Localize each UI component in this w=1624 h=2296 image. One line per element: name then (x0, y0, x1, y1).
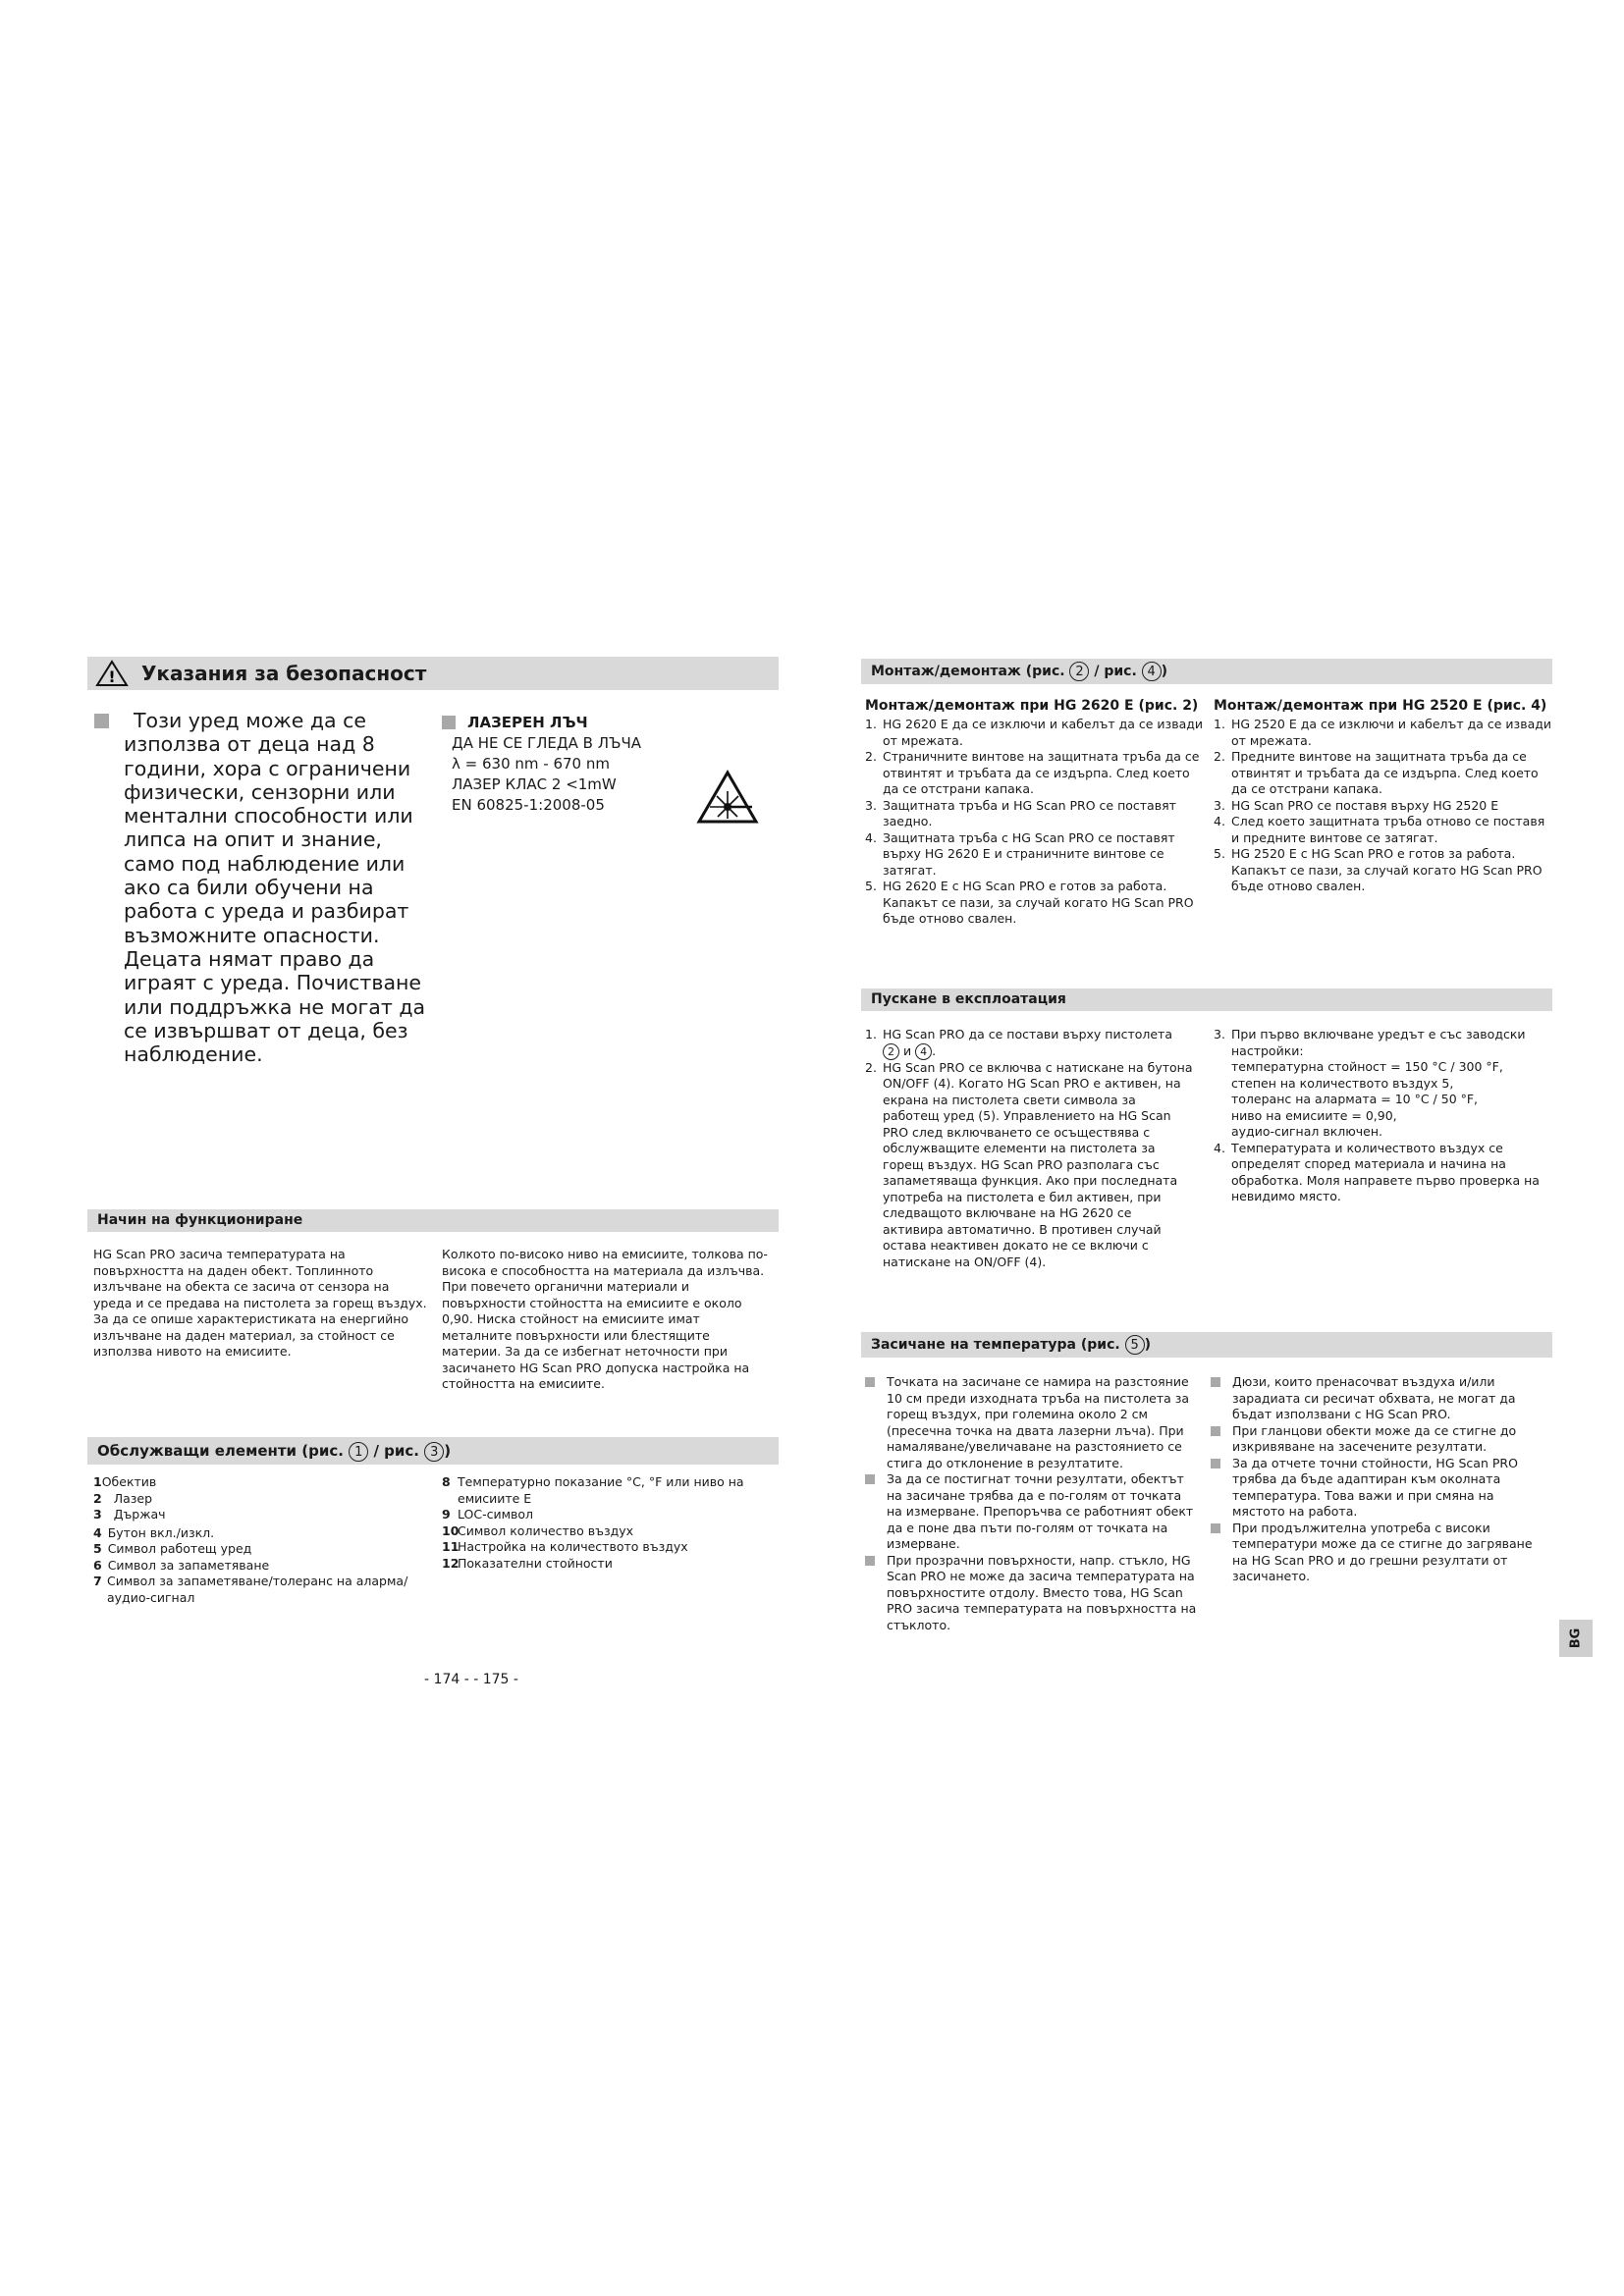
figure-ref-2: 2 (883, 1043, 899, 1060)
temp-title-prefix: Засичане на температура (рис. (871, 1337, 1120, 1353)
list-item: 3 Държач (93, 1507, 166, 1522)
bullet-square (442, 716, 456, 729)
list-item: 3. Защитната тръба и HG Scan PRO се поставят заедно. (865, 797, 1176, 828)
list-item: 2. HG Scan PRO се включва с натискане на бутона ON/OFF (4). Когато HG Scan PRO е активен, на екрана на пистолета свети символа за работещ уред (5). Управлението на HG Scan PRO след включването се осъществява с обслужващите елементи на пистолета за горещ въздух. HG Scan PRO разполага със запаметяваща функция. Ако при последната употреба на пистолета е бил активен, при следващото включване на HG 2620 се активира автоматично. В противен случай остава неактивен докато не се включи с натискане на ON/OFF (4). (865, 1059, 1193, 1269)
default-setting: толеранс на алармата = 10 °C / 50 °F, (1231, 1092, 1479, 1106)
controls-col2 (442, 1474, 771, 1572)
safety-title: Указания за безопасност (140, 662, 427, 685)
bullet-square (1211, 1523, 1220, 1533)
mount-right-heading: Монтаж/демонтаж при HG 2520 E (рис. 4) (1214, 698, 1547, 714)
list-item: 4. След което защитната тръба отново се поставя и предните винтове се затягат. (1214, 814, 1545, 845)
default-setting: температурна стойност = 150 °C / 300 °F, (1231, 1059, 1503, 1074)
mount-right-column (1214, 697, 1552, 895)
bullet-square (94, 714, 109, 728)
temp-header-bar (861, 1332, 1552, 1358)
language-tab (1559, 1620, 1593, 1657)
startup-left-list (865, 1027, 1194, 1270)
bullet-item: За да се постигнат точни резултати, обектът на засичане трябва да е по-голям от точката на измерване. Препоръчва се работният обект да е поне два пъти по-голям от точката на измерване. (865, 1471, 1199, 1553)
list-item: 8 Температурно показание °C, °F или ниво на емисиите E (442, 1474, 744, 1506)
safety-main-block (94, 709, 428, 1066)
mount-title-suffix: ) (1161, 664, 1168, 679)
figure-ref-4: 4 (915, 1043, 932, 1060)
laser-line: ЛАЗЕР КЛАС 2 <1mW (452, 775, 617, 793)
function-title: Начин на функциониране (97, 1212, 303, 1228)
bullet-square (865, 1556, 875, 1566)
bullet-square (1211, 1377, 1220, 1387)
figure-ref-4: 4 (1142, 662, 1162, 681)
mount-header-bar (861, 659, 1552, 684)
laser-block (442, 713, 736, 816)
bullet-square (865, 1474, 875, 1484)
list-item: 1. HG 2620 E да се изключи и кабелът да се извади от мрежата. (865, 717, 1204, 748)
list-item: 1. HG Scan PRO да се постави върху пистолета 2 и 4 . (865, 1027, 1172, 1058)
laser-line: ДА НЕ СЕ ГЛЕДА В ЛЪЧА (452, 734, 642, 752)
list-item: 2. Предните винтове на защитната тръба да се отвинтят и тръбата да се издърпа. След което да се отстрани капака. (1214, 749, 1539, 796)
bullet-item: При продължителна употреба с високи температури може да се стигне до загряване на HG Scan PRO и до грешни резултати от засичането. (1211, 1521, 1549, 1585)
temp-col1 (865, 1374, 1199, 1633)
list-item: 4. Температурата и количеството въздух се определят според материала и начина на обработка. Моля направете първо проверка на невидимо място. (1214, 1140, 1540, 1203)
figure-ref-1: 1 (349, 1442, 368, 1462)
figure-ref-2: 2 (1069, 662, 1089, 681)
mount-left-heading: Монтаж/демонтаж при HG 2620 E (рис. 2) (865, 698, 1199, 714)
temp-col2 (1211, 1374, 1549, 1585)
language-tab-label: BG (1568, 1628, 1584, 1649)
list-item: 1Обектив (93, 1474, 157, 1489)
bullet-item: При гланцови обекти може да се стигне до изкривяване на засечените резултати. (1211, 1423, 1549, 1456)
list-item: 4 Бутон вкл./изкл. (93, 1524, 215, 1540)
figure-ref-3: 3 (424, 1442, 444, 1462)
function-header-bar (87, 1209, 779, 1232)
bullet-item: Точката на засичане се намира на разстояние 10 см преди изходната тръба на пистолета за горещ въздух, при големина около 2 см (пресечна точка на двата лазерни лъча). При намаляване/увеличаване на разстоянието се стига до отклонение в резултатите. (865, 1374, 1199, 1471)
bullet-item: За да отчете точни стойности, HG Scan PRO трябва да бъде адаптиран към околната температура. Това важи и при смяна на мястото на работа. (1211, 1456, 1549, 1521)
mount-left-list (865, 717, 1204, 928)
laser-line: λ = 630 nm - 670 nm (452, 755, 610, 773)
default-setting: аудио-сигнал включен. (1231, 1124, 1382, 1139)
list-item: 5 Символ работещ уред (93, 1541, 252, 1556)
controls-header-bar (87, 1437, 779, 1465)
default-setting: ниво на емисиите = 0,90, (1231, 1107, 1397, 1123)
safety-main-text: Този уред може да се използва от деца над 8 години, хора с ограничени физически, сензорни или ментални способности или липса на опит и знание, само под наблюдение или ако са били обучени на работа с уреда и разбират възможните опасности. Децата нямат право да играят с уреда. Почистване или поддръжка не могат да се извършват от деца, без наблюдение. (124, 709, 426, 1067)
mount-title-prefix: Монтаж/демонтаж (рис. (871, 664, 1065, 679)
startup-header-bar (861, 988, 1552, 1011)
bullet-square (1211, 1426, 1220, 1436)
laser-line: EN 60825-1:2008-05 (452, 796, 605, 814)
figure-ref-5: 5 (1125, 1335, 1145, 1355)
list-item: 5. HG 2520 E с HG Scan PRO е готов за работа. Капакът се пази, за случай когато HG Scan PRO бъде отново свален. (1214, 846, 1543, 893)
list-item: 6 Символ за запаметяване (93, 1557, 270, 1573)
laser-warning-sign-icon (696, 770, 759, 825)
safety-header-bar (87, 657, 779, 690)
function-col2: Колкото по-високо ниво на емисиите, толкова по-висока е способността на материала да излъчва. При повечето органични материали и повърхности стойността на емисиите е около 0,90. Ниска стойност на емисиите имат металните повърхности или блестящите материи. За да се избегнат неточности при засичането HG Scan PRO допуска настройка на стойността на емисиите. (442, 1247, 768, 1391)
controls-title-sep: / рис. (373, 1442, 420, 1460)
list-item: 10 Символ количество въздух (442, 1522, 634, 1538)
startup-title: Пускане в експлоатация (871, 991, 1066, 1007)
list-item: 1. HG 2520 E да се изключи и кабелът да се извади от мрежата. (1214, 717, 1552, 748)
function-col1: HG Scan PRO засича температурата на повърхността на даден обект. Топлинното излъчване на обекта се засича от сензора на уреда и се предава на пистолета за горещ въздух. За да се опише характеристиката на енергийно излъчване на даден материал, за стойност се използва нивото на емисиите. (93, 1247, 427, 1359)
list-item: 3. HG Scan PRO се поставя върху HG 2520 E (1214, 797, 1499, 813)
list-item: 5. HG 2620 E с HG Scan PRO е готов за работа. Капакът се пази, за случай когато HG Scan PRO бъде отново свален. (865, 879, 1194, 926)
list-item: 3. При първо включване уредът е със заводски настройки: температурна стойност = 150 °C / 300 °F, степен на количеството въздух 5, толеранс на алармата = 10 °C / 50 °F, ниво на емисиите = 0,90, аудио-сигнал включен. (1214, 1027, 1552, 1141)
warning-triangle-icon (95, 660, 129, 687)
default-setting: степен на количеството въздух 5, (1231, 1075, 1454, 1091)
list-item: 9 LOC-символ (442, 1507, 534, 1522)
bullet-square (865, 1377, 875, 1387)
bullet-item: При прозрачни повърхности, напр. стъкло, HG Scan PRO не може да засича температурата на повърхностите отдолу. Вместо това, HG Scan PRO засича температурата на повърхността на стъклото. (865, 1553, 1199, 1634)
mount-left-column (865, 697, 1204, 928)
controls-col1 (93, 1474, 432, 1606)
mount-title-sep: / рис. (1094, 664, 1137, 679)
bullet-item: Дюзи, които пренасочват въздуха и/или зарадиата си ресичат обхвата, не могат да бъдат използвани с HG Scan PRO. (1211, 1374, 1549, 1423)
startup-right-list (1214, 1027, 1552, 1205)
bullet-square (1211, 1459, 1220, 1468)
controls-title-prefix: Обслужващи елементи (рис. (97, 1442, 344, 1460)
mount-right-list (1214, 717, 1552, 895)
laser-heading: ЛАЗЕРЕН ЛЪЧ (467, 714, 588, 731)
page-number-footer: - 174 - - 175 - (424, 1672, 518, 1687)
svg-text:!: ! (108, 667, 116, 686)
list-item: 12 Показателни стойности (442, 1555, 613, 1571)
list-item: 4. Защитната тръба с HG Scan PRO се поставят върху HG 2620 E и страничните винтове се затягат. (865, 829, 1175, 878)
list-item: 11 Настройка на количеството въздух (442, 1539, 688, 1554)
controls-title-suffix: ) (444, 1442, 452, 1460)
list-item: 7 Символ за запаметяване/толеранс на алармa/аудио-сигнал (93, 1574, 408, 1605)
list-item: 2 Лазер (93, 1490, 153, 1506)
temp-title-suffix: ) (1144, 1337, 1151, 1353)
list-item: 2. Страничните винтове на защитната тръба да се отвинтят и тръбата да се издърпа. След което да се отстрани капака. (865, 749, 1200, 796)
